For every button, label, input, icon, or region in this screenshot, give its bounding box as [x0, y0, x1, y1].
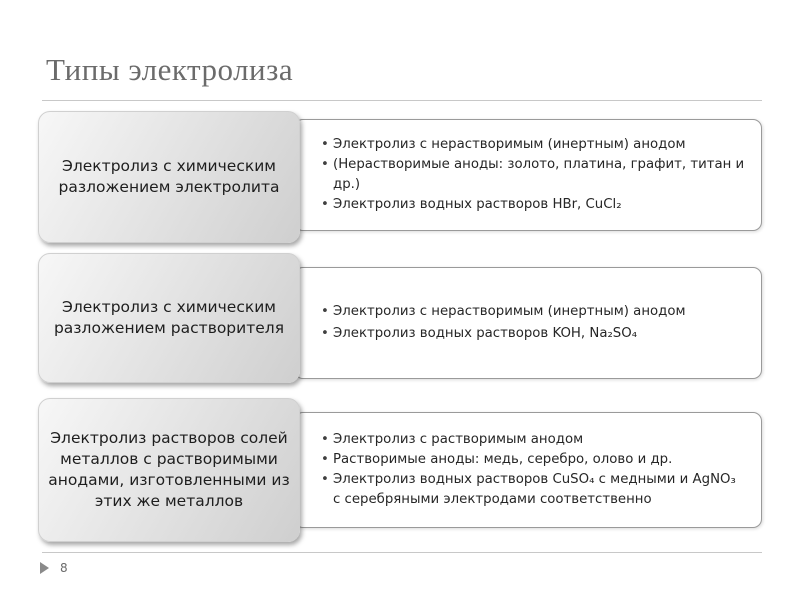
- type-row-soluble-anode: [38, 398, 762, 542]
- description-box: [294, 119, 762, 231]
- bullet-item: • Электролиз водных растворов CuSO₄ с медными и AgNO₃ с серебряными электродами соответственно: [321, 470, 747, 510]
- type-row-solvent: [38, 253, 762, 383]
- description-box: [294, 267, 762, 379]
- bullet-item: • (Нерастворимые аноды: золото, платина, графит, титан и др.): [321, 155, 747, 195]
- bullet-item: • Электролиз с растворимым анодом: [321, 430, 747, 450]
- category-box: Электролиз с химическим разложением растворителя: [38, 253, 300, 383]
- bullet-list: [321, 135, 747, 215]
- bullet-list: [321, 301, 686, 345]
- bullet-list: [321, 430, 747, 510]
- type-row-electrolyte: [38, 111, 762, 243]
- bullet-item: • Электролиз водных растворов HBr, CuCl₂: [321, 195, 747, 215]
- category-box: Электролиз с химическим разложением электролита: [38, 111, 300, 243]
- footer-divider: [42, 552, 762, 553]
- bullet-item: • Электролиз с нерастворимым (инертным) анодом: [321, 301, 686, 323]
- description-box: [294, 412, 762, 528]
- category-box: Электролиз растворов солей металлов с растворимыми анодами, изготовленными из этих же металлов: [38, 398, 300, 542]
- bullet-item: • Растворимые аноды: медь, серебро, олово и др.: [321, 450, 747, 470]
- slide-title: Типы электролиза: [46, 52, 294, 87]
- play-triangle-icon: [40, 562, 49, 574]
- bullet-item: • Электролиз с нерастворимым (инертным) анодом: [321, 135, 747, 155]
- bullet-item: • Электролиз водных растворов KOH, Na₂SO₄: [321, 323, 686, 345]
- title-divider: [42, 100, 762, 101]
- page-number: 8: [60, 561, 68, 575]
